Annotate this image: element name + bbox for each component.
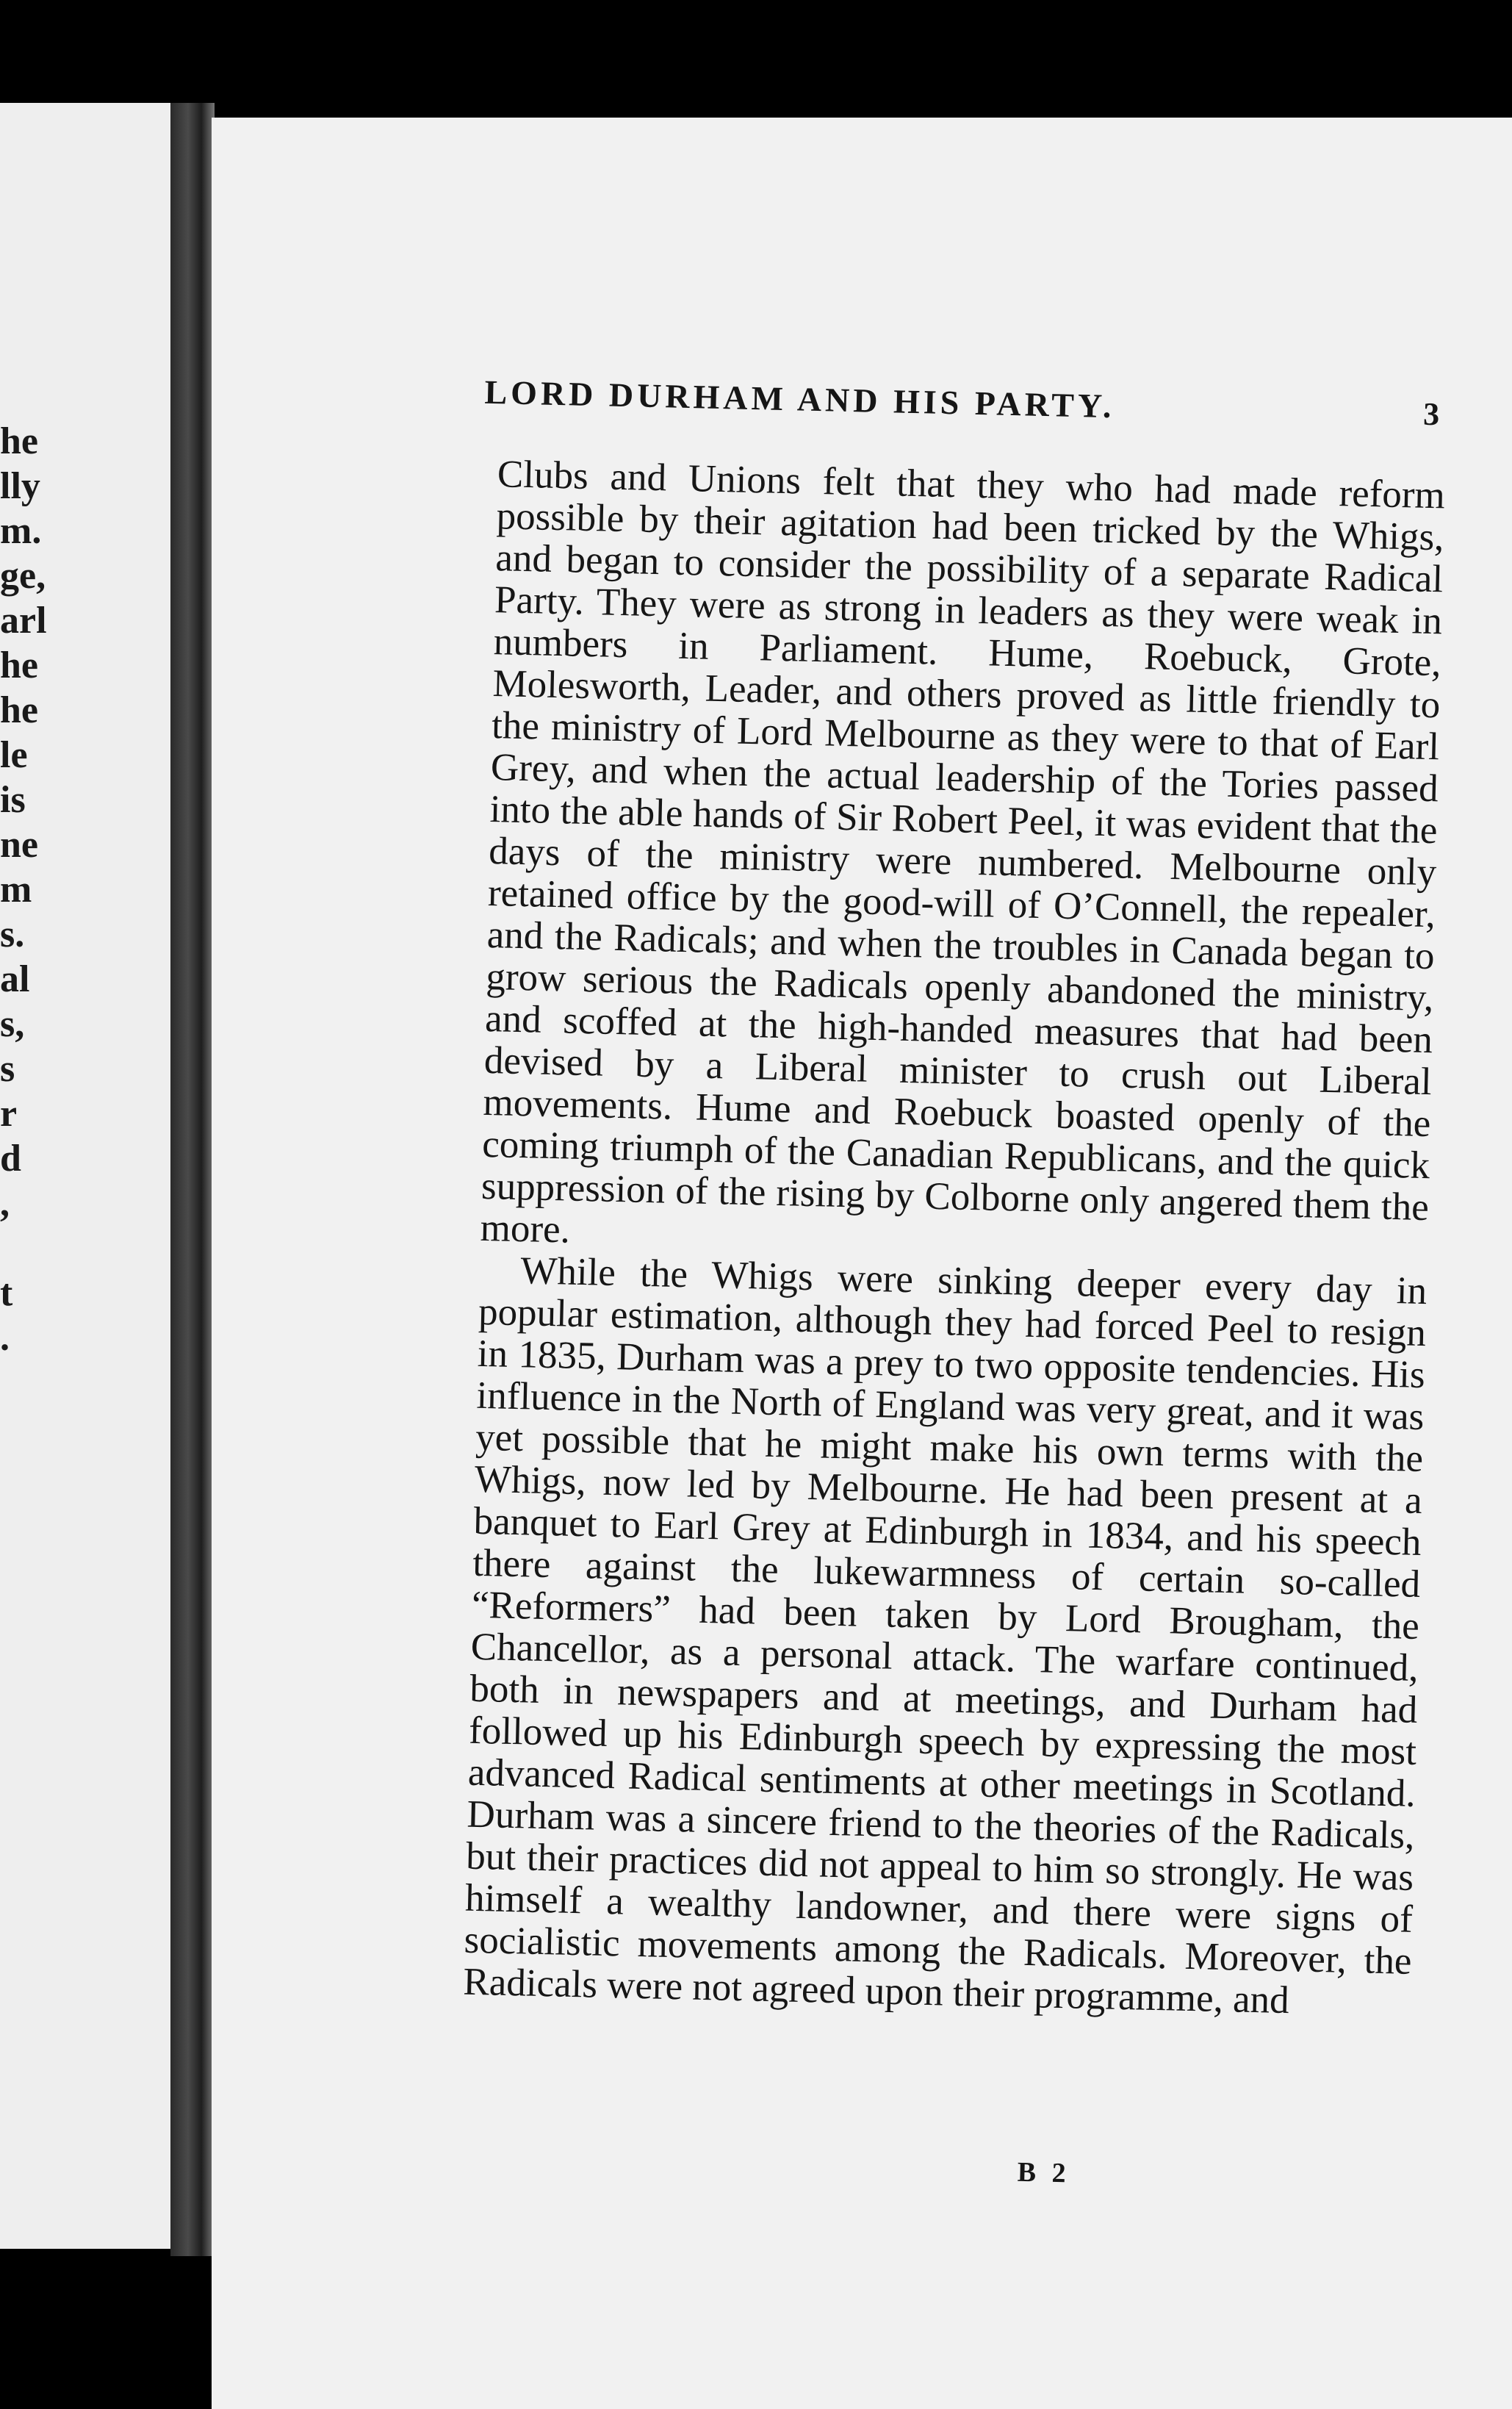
left-fragment-line: s, [0, 1003, 25, 1045]
left-fragment-line: , [0, 1182, 10, 1224]
right-page [212, 118, 1512, 2409]
paragraph: Clubs and Unions felt that they who had made reform possible by their agitation had been tricked by the Whigs, and began to consider the possibility of a separate Radical Party. They were as strong in leaders as they were weak in numbers in Parliament. Hume, Roebuck, Grote, Molesworth, Leader, and others proved as little friendly to the ministry of Lord Melbourne as they were to that of Earl Grey, and when the actual leadership of the Tories passed into the able hands of Sir Robert Peel, it was evident that the days of the ministry were numbered. Melbourne only retained office by the good-will of O’Connell, the repealer, and the Radicals; and when the troubles in Canada began to grow serious the Radicals openly abandoned the ministry, and scoffed at the high-handed measures that had been devised by a Liberal minister to crush out Liberal movements. Hume and Roebuck boasted openly of the coming triumph of the Canadian Republicans, and the quick suppression of the rising by Colborne only angered them the more. [480, 453, 1446, 1252]
left-fragment-line: r [0, 1093, 18, 1135]
running-head [484, 373, 1440, 433]
left-fragment-line: s [0, 1048, 15, 1090]
left-fragment-line: d [0, 1138, 21, 1180]
signature-mark: B 2 [1017, 2156, 1071, 2189]
running-title: LORD DURHAM AND HIS PARTY. [484, 373, 1116, 426]
page-number: 3 [1422, 395, 1440, 433]
left-page-text-fragments [0, 419, 47, 1360]
left-fragment-line: le [0, 734, 28, 776]
left-fragment-line: t [0, 1272, 13, 1314]
left-fragment-line: al [0, 958, 30, 1000]
left-fragment-line [0, 1226, 47, 1271]
left-fragment-line: m [0, 869, 32, 911]
body-text [463, 453, 1446, 2025]
left-fragment-line: s. [0, 913, 25, 955]
left-fragment-line: he [0, 689, 38, 731]
left-fragment-line: ne [0, 824, 38, 866]
left-fragment-line: he [0, 420, 38, 462]
book-gutter [170, 103, 215, 2256]
page-content [270, 118, 1475, 2189]
left-fragment-line: arl [0, 600, 47, 642]
left-fragment-line: he [0, 645, 38, 686]
left-fragment-line: ge, [0, 555, 46, 597]
left-fragment-line: . [0, 1317, 10, 1359]
left-facing-page [0, 103, 170, 2249]
left-fragment-line: lly [0, 465, 40, 507]
paragraph: While the Whigs were sinking deeper every day in popular estimation, although they had forced Peel to resign in 1835, Durham was a prey to two opposite tendencies. His influence in the North of England was very great, and it was yet possible that he might make his own terms with the Whigs, now led by Melbourne. He had been present at a banquet to Earl Grey at Edinburgh in 1834, and his speech there against the lukewarmness of certain so-called “Reformers” had been taken by Lord Brougham, the Chancellor, as a personal attack. The warfare continued, both in newspapers and at meetings, and Durham had followed up his Edinburgh speech by expressing the most advanced Radical sentiments at other meetings in Scotland. Durham was a sincere friend to the theories of the Radicals, but their practices did not appeal to him so strongly. He was himself a wealthy landowner, and there were signs of socialistic movements among the Radicals. Moreover, the Radicals were not agreed upon their programme, and [462, 1249, 1428, 2022]
left-fragment-line: is [0, 779, 26, 821]
left-fragment-line: m. [0, 510, 42, 552]
